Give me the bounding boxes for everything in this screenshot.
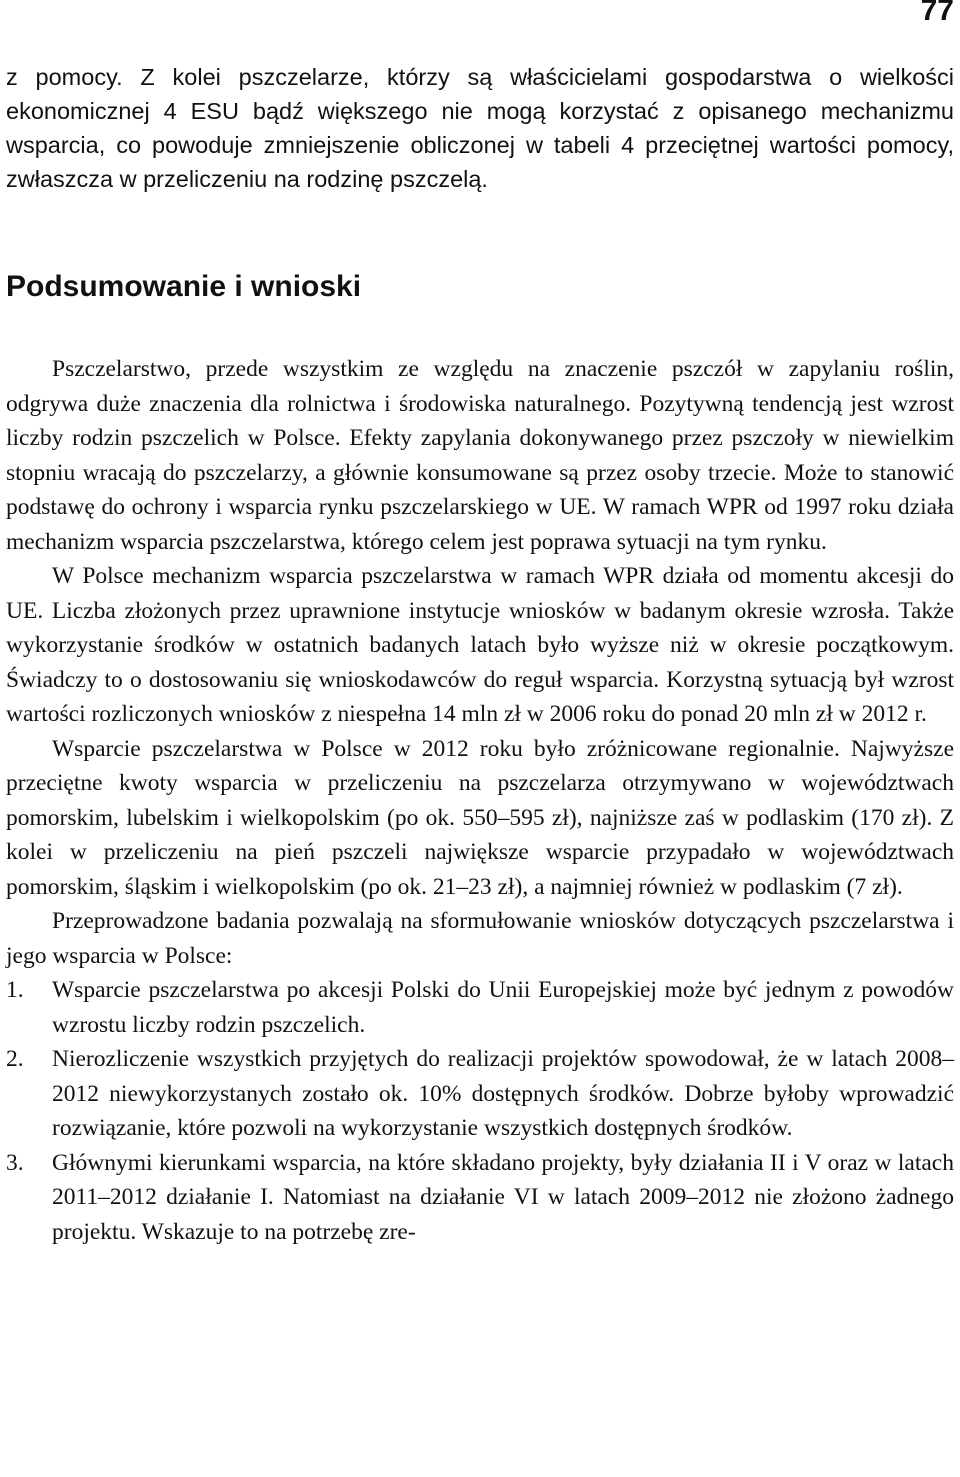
list-item-text: Głównymi kierunkami wsparcia, na które składano projekty, były działania II i V oraz w latach 2011–2012 działanie I. Natomiast na działanie VI w latach 2009–2012 nie złożono żadnego projektu. Wskazuje to na potrzebę zre- [52, 1149, 954, 1245]
paragraph: Wsparcie pszczelarstwa w Polsce w 2012 roku było zróżnicowane regionalnie. Najwyższe przeciętne kwoty wsparcia w przeliczeniu na pszczelarza otrzymywano w województwach pomorskim, lubelskim i wielkopolskim (po ok. 550–595 zł), najniższe zaś w podlaskim (170 zł). Z kolei w przeliczeniu na pień pszczeli największe wsparcie przypadało w województwach pomorskim, śląskim i wielkopolskim (po ok. 21–23 zł), a najmniej również w podlaskim (7 zł). [6, 735, 954, 900]
list-item-number: 1. [6, 977, 24, 1003]
paragraph: Przeprowadzone badania pozwalają na sformułowanie wniosków dotyczących pszczelarstwa i jego wsparcia w Polsce: [6, 908, 954, 969]
paragraph: W Polsce mechanizm wsparcia pszczelarstwa w ramach WPR działa od momentu akcesji do UE. Liczba złożonych przez uprawnione instytucje wniosków w badanym okresie wzrosła. Także wykorzystanie środków w ostatnich badanych latach było wyższe niż w okresie początkowym. Świadczy to o dostosowaniu się wnioskodawców do reguł wsparcia. Korzystną sytuacją był wzrost wartości rozliczonych wniosków z niespełna 14 mln zł w 2006 roku do ponad 20 mln zł w 2012 r. [6, 563, 954, 727]
list-item [6, 1042, 954, 1146]
conclusions-list [6, 973, 954, 1249]
list-item [6, 1146, 954, 1250]
list-item-text: Nierozliczenie wszystkich przyjętych do realizacji projektów spowodował, że w latach 2008–2012 niewykorzystanych zostało ok. 10% dostępnych środków. Dobrze byłoby wprowadzić rozwiązanie, które pozwoli na wykorzystanie wszystkich dostępnych środków. [52, 1046, 954, 1141]
list-item [6, 973, 954, 1042]
list-item-text: Wsparcie pszczelarstwa po akcesji Polski do Unii Europejskiej może być jednym z powodów wzrostu liczby rodzin pszczelich. [52, 977, 954, 1038]
section-body [6, 352, 954, 1249]
paragraph: Pszczelarstwo, przede wszystkim ze względu na znaczenie pszczół w zapylaniu roślin, odgrywa duże znaczenia dla rolnictwa i środowiska naturalnego. Pozytywną tendencją jest wzrost liczby rodzin pszczelich w Polsce. Efekty zapylania dokonywanego przez pszczoły w niewielkim stopniu wracają do pszczelarzy, a głównie konsumowane są przez osoby trzecie. Może to stanowić podstawę do ochrony i wsparcia rynku pszczelarskiego w UE. W ramach WPR od 1997 roku działa mechanizm wsparcia pszczelarstwa, którego celem jest poprawa sytuacji na tym rynku. [6, 356, 954, 555]
page-number: 77 [920, 0, 954, 27]
intro-paragraph: z pomocy. Z kolei pszczelarze, którzy są właścicielami gospodarstwa o wielkości ekonomicznej 4 ESU bądź większego nie mogą korzystać z opisanego mechanizmu wsparcia, co powoduje zmniejszenie obliczonej w tabeli 4 przeciętnej wartości pomocy, zwłaszcza w przeliczeniu na rodzinę pszczelą. [6, 64, 954, 192]
list-item-number: 3. [6, 1149, 24, 1176]
list-item-number: 2. [6, 1046, 24, 1072]
section-heading: Podsumowanie i wnioski [6, 270, 362, 303]
